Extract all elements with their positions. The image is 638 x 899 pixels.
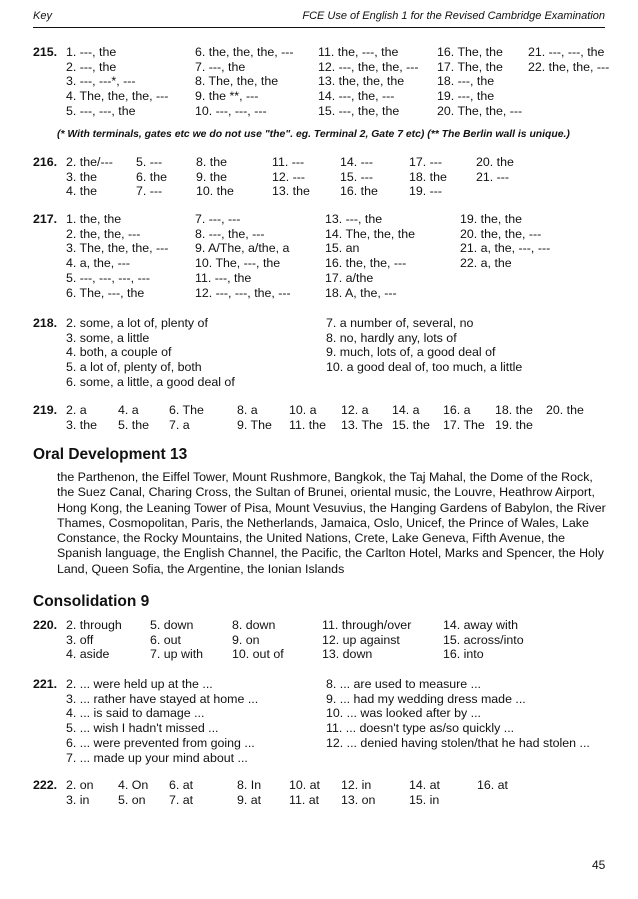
answer-item: 10. a <box>289 403 317 417</box>
answer-item: 3. some, a little <box>66 330 150 345</box>
running-header-right: FCE Use of English 1 for the Revised Cambridge Examination <box>302 10 605 22</box>
answer-item: 11. --- <box>272 155 305 169</box>
answer-item: 16. a <box>443 403 471 417</box>
answer-item: 6. the <box>136 169 168 184</box>
oral-development-heading: Oral Development 13 <box>33 446 188 463</box>
exercise-216-number: 216. <box>33 155 58 169</box>
answer-item: 14. ---, the, --- <box>318 89 395 104</box>
answer-item: 6. ... were prevented from going ... <box>66 735 255 750</box>
answer-item: 8. the <box>196 155 228 169</box>
exercise-215-number: 215. <box>33 45 58 59</box>
answer-item: 13. the <box>272 184 310 199</box>
answer-item: 11. ---, the <box>195 270 252 285</box>
answer-item: 12. a <box>341 403 369 417</box>
answer-item: 15. an <box>325 241 360 256</box>
answer-item: 3. ---, ---*, --- <box>66 74 136 89</box>
answer-item: 16. The, the <box>437 45 503 59</box>
answer-item: 4. a, the, --- <box>66 256 131 271</box>
answer-item: 19. ---, the <box>437 89 495 104</box>
answer-item: 1. the, the <box>66 212 122 226</box>
answer-item: 9. on <box>232 632 260 647</box>
answer-item: 7. --- <box>136 184 163 199</box>
answer-item: 1. ---, the <box>66 45 117 59</box>
answer-item: 9. The <box>237 417 272 432</box>
answer-item: 15. in <box>409 792 440 807</box>
answer-item: 19. the, the <box>460 212 523 226</box>
oral-development-text: the Parthenon, the Eiffel Tower, Mount Rushmore, Bangkok, the Taj Mahal, the Dome of the Rock, the Suez Canal, Charing Cross, the Sultan of Brunei, oriental music, the Louvre, Heathrow Airport, Hong Kong, the Leaning Tower of Pisa, Mount Vesuvius, the Hanging Gardens of Babylon, the River Thames, Cosmopolitan, Paris, the Netherlands, Jamaica, Oslo, Unicef, the Prince of Wales, Lake Constance, the Rocky Mountains, the United Nations, Crete, Lake Geneva, Fifth Avenue, the Spanish language, the English Channel, the Pacific, the Carlton Hotel, Marks and Spencer, the Holy Land, Queen Sofia, the Argentine, the Ionian Islands <box>57 470 606 576</box>
answer-item: 15. across/into <box>443 632 524 647</box>
answer-item: 10. The, ---, the <box>195 256 281 271</box>
answer-item: 10. a good deal of, too much, a little <box>326 360 523 375</box>
answer-item: 2. on <box>66 778 94 792</box>
exercise-217-number: 217. <box>33 212 58 226</box>
answer-item: 4. The, the, the, --- <box>66 89 169 104</box>
answer-item: 16. into <box>443 647 484 662</box>
answer-item: 7. ---, the <box>195 59 246 74</box>
answer-item: 4. ... is said to damage ... <box>66 706 205 721</box>
answer-item: 9. much, lots of, a good deal of <box>326 345 496 360</box>
answer-item: 5. ... wish I hadn't missed ... <box>66 721 219 736</box>
answer-item: 15. the <box>392 417 430 432</box>
answer-item: 18. ---, the <box>437 74 495 89</box>
answer-item: 14. --- <box>340 155 374 169</box>
answer-item: 11. through/over <box>322 618 412 632</box>
answer-item: 8. The, the, the <box>195 74 279 89</box>
answer-item: 13. The <box>341 417 383 432</box>
answer-item: 10. the <box>196 184 234 199</box>
answer-item: 22. a, the <box>460 256 512 271</box>
answer-item: 2. the, the, --- <box>66 226 141 241</box>
answer-item: 5. --- <box>136 155 163 169</box>
answer-item: 20. the <box>546 403 584 417</box>
answer-item: 9. A/The, a/the, a <box>195 241 290 256</box>
answer-item: 2. the/--- <box>66 155 113 169</box>
header-rule <box>33 27 605 28</box>
answer-item: 13. ---, the <box>325 212 383 226</box>
exercise-222-number: 222. <box>33 778 58 792</box>
answer-item: 3. The, the, the, --- <box>66 241 169 256</box>
answer-item: 7. at <box>169 792 194 807</box>
answer-item: 6. the, the, the, --- <box>195 45 294 59</box>
answer-item: 16. the, the, --- <box>325 256 407 271</box>
answer-item: 2. through <box>66 618 122 632</box>
answer-item: 10. ---, ---, --- <box>195 103 267 118</box>
answer-item: 5. a lot of, plenty of, both <box>66 360 202 375</box>
answer-item: 9. the **, --- <box>195 89 259 104</box>
answer-item: 2. some, a lot of, plenty of <box>66 316 208 330</box>
answer-item: 6. some, a little, a good deal of <box>66 374 235 389</box>
running-header-left: Key <box>33 10 52 22</box>
answer-item: 6. out <box>150 632 182 647</box>
answer-item: 4. a <box>118 403 139 417</box>
answer-item: 17. The, the <box>437 59 503 74</box>
answer-item: 17. --- <box>409 155 443 169</box>
answer-item: 9. ... had my wedding dress made ... <box>326 691 526 706</box>
answer-item: 8. down <box>232 618 276 632</box>
answer-item: 18. the <box>409 169 447 184</box>
answer-item: 6. The, ---, the <box>66 285 145 300</box>
answer-item: 16. at <box>477 778 509 792</box>
answer-item: 7. a <box>169 417 190 432</box>
page-number: 45 <box>592 858 606 872</box>
answer-item: 7. up with <box>150 647 204 662</box>
answer-item: 15. --- <box>340 169 374 184</box>
answer-item: 2. ... were held up at the ... <box>66 677 213 691</box>
consolidation-heading: Consolidation 9 <box>33 593 150 610</box>
answer-item: 8. a <box>237 403 258 417</box>
answer-item: 17. a/the <box>325 270 374 285</box>
answer-item: 10. out of <box>232 647 284 662</box>
answer-item: 7. a number of, several, no <box>326 316 474 330</box>
answer-item: 12. up against <box>322 632 400 647</box>
answer-item: 15. ---, the, the <box>318 103 400 118</box>
answer-item: 21. a, the, ---, --- <box>460 241 551 256</box>
answer-item: 6. The <box>169 403 204 417</box>
answer-item: 10. at <box>289 778 321 792</box>
answer-item: 9. at <box>237 792 262 807</box>
answer-item: 20. the <box>476 155 514 169</box>
exercise-215-note: (* With terminals, gates etc we do not use "the". eg. Terminal 2, Gate 7 etc) (** The Berlin wall is unique.) <box>57 129 570 140</box>
exercise-219-number: 219. <box>33 403 58 417</box>
answer-item: 13. on <box>341 792 376 807</box>
answer-item: 19. the <box>495 417 533 432</box>
answer-item: 3. the <box>66 169 98 184</box>
answer-item: 3. in <box>66 792 90 807</box>
answer-item: 5. the <box>118 417 150 432</box>
answer-item: 9. the <box>196 169 228 184</box>
answer-item: 12. ... denied having stolen/that he had stolen ... <box>326 735 590 750</box>
answer-item: 4. On <box>118 778 149 792</box>
answer-item: 12. --- <box>272 169 306 184</box>
answer-item: 11. at <box>289 792 320 807</box>
answer-item: 2. a <box>66 403 87 417</box>
exercise-220-number: 220. <box>33 618 58 632</box>
answer-item: 7. ---, --- <box>195 212 241 226</box>
answer-item: 22. the, the, --- <box>528 59 610 74</box>
answer-item: 5. on <box>118 792 146 807</box>
answer-item: 14. The, the, the <box>325 226 416 241</box>
answer-item: 20. the, the, --- <box>460 226 542 241</box>
answer-item: 14. a <box>392 403 420 417</box>
answer-item: 19. --- <box>409 184 443 199</box>
answer-item: 3. ... rather have stayed at home ... <box>66 691 259 706</box>
answer-item: 8. In <box>237 778 262 792</box>
answer-item: 11. ... doesn't type as/so quickly ... <box>326 721 515 736</box>
answer-item: 10. ... was looked after by ... <box>326 706 481 721</box>
answer-item: 6. at <box>169 778 194 792</box>
answer-item: 16. the <box>340 184 378 199</box>
answer-item: 13. down <box>322 647 373 662</box>
answer-item: 4. both, a couple of <box>66 345 172 360</box>
answer-item: 3. off <box>66 632 94 647</box>
answer-item: 12. in <box>341 778 372 792</box>
answer-item: 5. ---, ---, the <box>66 103 136 118</box>
answer-item: 5. ---, ---, ---, --- <box>66 270 150 285</box>
answer-item: 4. the <box>66 184 98 199</box>
answer-item: 11. the <box>289 417 326 432</box>
answer-item: 14. at <box>409 778 441 792</box>
answer-item: 17. The <box>443 417 485 432</box>
answer-item: 5. down <box>150 618 194 632</box>
answer-item: 21. ---, ---, the <box>528 45 605 59</box>
answer-item: 14. away with <box>443 618 519 632</box>
answer-item: 20. The, the, --- <box>437 103 523 118</box>
answer-item: 18. A, the, --- <box>325 285 397 300</box>
answer-item: 3. the <box>66 417 98 432</box>
answer-item: 2. ---, the <box>66 59 117 74</box>
exercise-221-number: 221. <box>33 677 58 691</box>
answer-item: 12. ---, ---, the, --- <box>195 285 291 300</box>
answer-item: 7. ... made up your mind about ... <box>66 750 248 765</box>
answer-item: 8. no, hardly any, lots of <box>326 330 457 345</box>
answer-item: 21. --- <box>476 169 510 184</box>
answer-item: 8. ---, the, --- <box>195 226 265 241</box>
answer-item: 4. aside <box>66 647 110 662</box>
exercise-218-number: 218. <box>33 316 58 330</box>
answer-item: 11. the, ---, the <box>318 45 399 59</box>
answer-item: 12. ---, the, the, --- <box>318 59 419 74</box>
answer-item: 13. the, the, the <box>318 74 405 89</box>
answer-item: 8. ... are used to measure ... <box>326 677 481 691</box>
answer-item: 18. the <box>495 403 533 417</box>
